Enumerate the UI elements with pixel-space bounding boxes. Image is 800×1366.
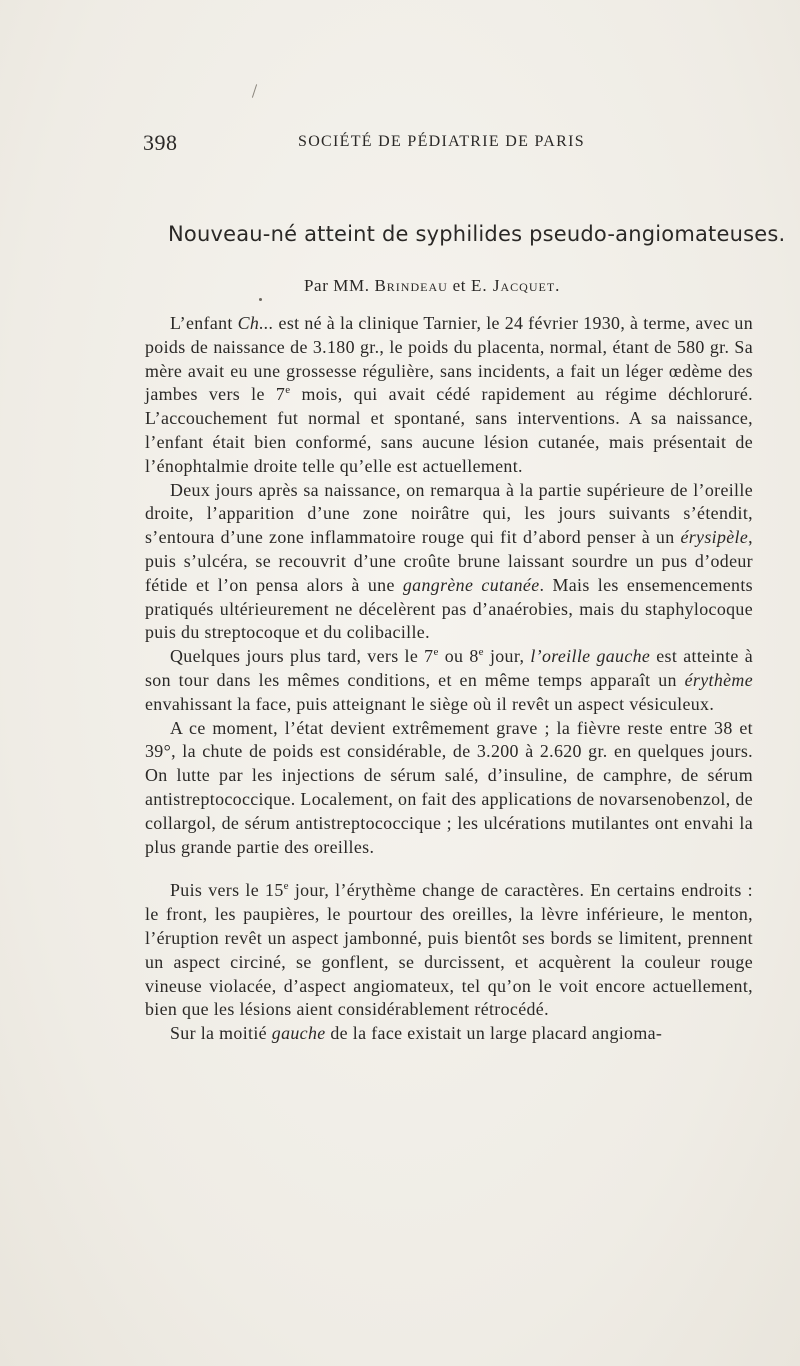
italic-term: Ch... bbox=[237, 313, 274, 333]
text-run: , puis s’ulcéra, se recouvrit d’une croûte brune laissant sourdre un pus d’odeur fétide et l’on pensa alors à une bbox=[145, 527, 753, 595]
article-body bbox=[145, 312, 753, 1046]
text-run: . Mais les ensemencements pratiqués ultérieurement ne décelèrent pas d’anaérobies, mais du staphylocoque puis du streptocoque et du colibacille. bbox=[145, 574, 753, 643]
italic-term: érysipèle bbox=[680, 527, 749, 548]
running-header bbox=[143, 130, 613, 154]
stray-pen-mark bbox=[252, 84, 257, 98]
text-run: Deux jours après sa naissance, on remarqua à la partie supérieure de l’oreille droite, l’apparition d’une zone noirâtre qui, les jours suivants s’étendit, s’entoura d’une zone inflammatoire rouge qui fit d’abord penser à un bbox=[145, 479, 753, 548]
text-run: est né à la clinique Tarnier, le 24 février 1930, à terme, avec un poids de naissance de 3.180 gr., le poids du placenta, normal, étant de 580 gr. Sa mère avait eu une grossesse régulière, sans incidents, a fait un léger œdème des jambes vers le 7 bbox=[145, 313, 753, 405]
text-run: L’enfant bbox=[170, 313, 238, 333]
text-run: mois, qui avait cédé rapidement au régime déchloruré. L’accouchement fut normal et spontané, sans interventions. A sa naissance, l’enfant était bien conformé, sans aucune lésion cutanée, mais présentait de l’énophtalmie droite telle qu’elle est actuellement. bbox=[145, 384, 754, 476]
byline bbox=[304, 276, 560, 296]
article-title: Nouveau-né atteint de syphilides pseudo-angiomateuses. bbox=[168, 222, 786, 246]
italic-term: gangrène cutanée bbox=[402, 574, 540, 595]
superscript: e bbox=[433, 646, 439, 659]
text-run: Puis vers le 15 bbox=[170, 880, 284, 901]
italic-term: gauche bbox=[271, 1023, 326, 1044]
superscript: e bbox=[283, 880, 289, 893]
text-run: A ce moment, l’état devient extrêmement grave ; la fièvre reste entre 38 et 39°, la chute de poids est considérable, de 3.200 à 2.620 gr. en quelques jours. On lutte par les injections de sérum salé, d’insuline, de camphre, de sérum antistreptococcique. Localement, on fait des applications de novarsenobenzol, de collargol, de sérum antistreptococcique ; les ulcérations mutilantes ont envahi la plus grande partie des oreilles. bbox=[145, 717, 753, 857]
stray-dot bbox=[259, 298, 262, 301]
author-jacquet: E. Jacquet bbox=[470, 276, 556, 295]
byline-end: . bbox=[555, 276, 561, 295]
italic-term: érythème bbox=[684, 669, 753, 690]
text-run: jour, l’érythème change de caractères. En certains endroits : le front, les paupières, le pourtour des oreilles, la lèvre inférieure, le menton, l’éruption revêt un aspect jambonné, puis bientôt ses bords se limitent, prennent un aspect circiné, se gonflent, se durcissent, et acquèrent la couleur rouge vineuse violacée, d’aspect angiomateux, tel qu’on le voit encore actuellement, bien que les lésions aient considérablement rétrocédé. bbox=[145, 880, 753, 1020]
text-run: envahissant la face, puis atteignant le siège où il revêt un aspect vésiculeux. bbox=[145, 693, 715, 714]
paragraph bbox=[145, 1022, 753, 1046]
superscript: e bbox=[478, 646, 484, 659]
byline-and: et bbox=[452, 276, 467, 295]
byline-prefix: Par MM. bbox=[304, 276, 370, 295]
page-number: 398 bbox=[143, 130, 178, 155]
paragraph bbox=[145, 479, 753, 646]
text-run: Sur la moitié bbox=[170, 1023, 272, 1044]
italic-term: l’oreille gauche bbox=[530, 646, 651, 667]
paragraph bbox=[145, 645, 753, 716]
text-run: de la face existait un large placard angioma- bbox=[325, 1023, 663, 1044]
superscript: e bbox=[285, 384, 291, 397]
text-run: jour, bbox=[483, 646, 531, 667]
running-title: SOCIÉTÉ DE PÉDIATRIE DE PARIS bbox=[298, 133, 585, 150]
paragraph bbox=[145, 717, 753, 860]
text-run: Quelques jours plus tard, vers le 7 bbox=[170, 646, 434, 667]
author-brindeau: Brindeau bbox=[374, 276, 448, 295]
text-run: est atteinte à son tour dans les mêmes conditions, et en même temps apparaît un bbox=[145, 646, 753, 690]
paragraph bbox=[145, 312, 753, 479]
paragraph bbox=[145, 879, 753, 1022]
text-run: ou 8 bbox=[438, 646, 479, 667]
